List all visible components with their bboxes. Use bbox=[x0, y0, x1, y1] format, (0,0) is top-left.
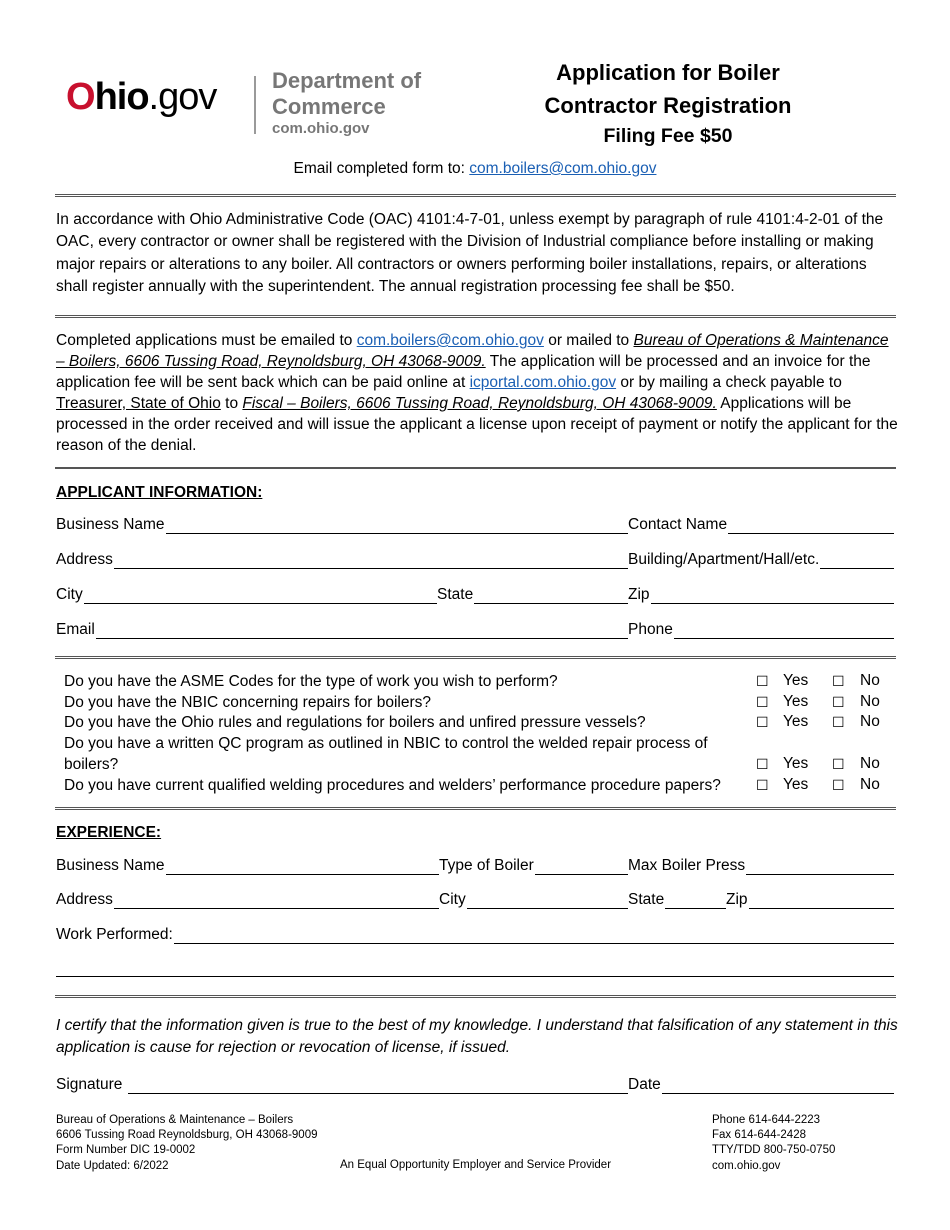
yes-label: Yes bbox=[783, 693, 809, 710]
submission-paragraph: Completed applications must be emailed to com.boilers@com.ohio.gov or mailed to Bureau of Operations & Maintenance – Boilers, 6606 Tussing Road, Reynoldsburg, OH 43068-9009. The application will be processed and an invoice for the application fee will be sent back which can be paid online at icportal.com.ohio.gov or by mailing a check payable to Treasurer, State of Ohio to Fiscal – Boilers, 6606 Tussing Road, Reynoldsburg, OH 43068-9009. Applications will be processed in the order received and will issue the applicant a license upon receipt of payment or notify the applicant for the reason of the denial. bbox=[56, 332, 898, 454]
q2-yes-checkbox[interactable]: ☐ bbox=[756, 694, 769, 710]
q2-no-checkbox[interactable]: ☐ bbox=[832, 694, 845, 710]
date-field[interactable]: Date bbox=[628, 1072, 894, 1094]
question-ohio-rules: Do you have the Ohio rules and regulations for boilers and unfired pressure vessels? bbox=[64, 714, 646, 731]
intro-paragraph: In accordance with Ohio Administrative Code (OAC) 4101:4-7-01, unless exempt by paragraph of rule 4101:4-2-01 of the OAC, every contractor or owner shall be registered with the Division of Industrial compliance before installing or making major repairs or alterations to any boiler. All contractors or owners performing boiler installations, repairs, or alterations shall register annually with the superintendent. The annual registration processing fee shall be $50. bbox=[56, 211, 884, 295]
yes-label: Yes bbox=[783, 776, 809, 793]
divider bbox=[55, 995, 896, 998]
work-performed-line-2[interactable] bbox=[56, 976, 894, 977]
divider bbox=[55, 807, 896, 810]
divider bbox=[55, 656, 896, 659]
no-label: No bbox=[860, 672, 880, 689]
experience-heading: EXPERIENCE: bbox=[56, 824, 162, 841]
phone-field[interactable]: Phone bbox=[628, 617, 894, 639]
email-field[interactable]: Email bbox=[56, 617, 628, 639]
logo-divider bbox=[254, 76, 256, 134]
exp-state-field[interactable]: State bbox=[628, 887, 726, 909]
divider bbox=[55, 194, 896, 197]
q5-no-checkbox[interactable]: ☐ bbox=[832, 777, 845, 793]
q1-no-checkbox[interactable]: ☐ bbox=[832, 673, 845, 689]
q3-no-checkbox[interactable]: ☐ bbox=[832, 714, 845, 730]
divider bbox=[55, 467, 896, 469]
footer-right: Phone 614-644-2223 Fax 614-644-2428 TTY/TDD 800-750-0750 com.ohio.gov bbox=[712, 1114, 836, 1172]
submission-email-link[interactable]: com.boilers@com.ohio.gov bbox=[356, 332, 544, 349]
no-label: No bbox=[860, 693, 880, 710]
certification-statement: I certify that the information given is true to the best of my knowledge. I understand that falsification of any statement in this application is cause for rejection or revocation of license, if issued. bbox=[56, 1017, 898, 1057]
yes-label: Yes bbox=[783, 672, 809, 689]
footer-left: Bureau of Operations & Maintenance – Boilers 6606 Tussing Road Reynoldsburg, OH 43068-9009 Form Number DIC 19-0002 Date Updated: 6/2022 bbox=[56, 1114, 318, 1172]
signature-field[interactable]: Signature bbox=[56, 1072, 628, 1094]
question-asme: Do you have the ASME Codes for the type of work you wish to perform? bbox=[64, 673, 558, 690]
applicant-heading: APPLICANT INFORMATION: bbox=[56, 484, 263, 501]
form-title: Application for Boiler Contractor Registration Filing Fee $50 bbox=[520, 56, 816, 150]
exp-address-field[interactable]: Address bbox=[56, 887, 439, 909]
exp-city-field[interactable]: City bbox=[439, 887, 628, 909]
no-label: No bbox=[860, 755, 880, 772]
filing-fee: Filing Fee $50 bbox=[603, 125, 733, 147]
department-of-commerce-logo: Department of Commerce com.ohio.gov bbox=[272, 68, 422, 137]
q5-yes-checkbox[interactable]: ☐ bbox=[756, 777, 769, 793]
boilers-email-link[interactable]: com.boilers@com.ohio.gov bbox=[469, 160, 657, 177]
email-instruction: Email completed form to: com.boilers@com.ohio.gov bbox=[293, 160, 657, 177]
address-field[interactable]: Address bbox=[56, 547, 628, 569]
q4-yes-checkbox[interactable]: ☐ bbox=[756, 756, 769, 772]
state-field[interactable]: State bbox=[437, 582, 628, 604]
q4-no-checkbox[interactable]: ☐ bbox=[832, 756, 845, 772]
work-performed-field[interactable]: Work Performed: bbox=[56, 922, 894, 944]
exp-zip-field[interactable]: Zip bbox=[726, 887, 894, 909]
question-nbic: Do you have the NBIC concerning repairs for boilers? bbox=[64, 694, 432, 711]
building-field[interactable]: Building/Apartment/Hall/etc. bbox=[628, 547, 894, 569]
no-label: No bbox=[860, 713, 880, 730]
footer-eoe: An Equal Opportunity Employer and Service Provider bbox=[340, 1159, 612, 1171]
contact-name-field[interactable]: Contact Name bbox=[628, 512, 894, 534]
no-label: No bbox=[860, 776, 880, 793]
business-name-field[interactable]: Business Name bbox=[56, 512, 628, 534]
q1-yes-checkbox[interactable]: ☐ bbox=[756, 673, 769, 689]
ohio-gov-logo: Ohio.gov bbox=[66, 76, 217, 118]
question-qc-program: Do you have a written QC program as outlined in NBIC to control the welded repair process of boilers? bbox=[64, 735, 708, 773]
city-field[interactable]: City bbox=[56, 582, 437, 604]
icportal-link[interactable]: icportal.com.ohio.gov bbox=[469, 374, 617, 391]
yes-label: Yes bbox=[783, 755, 809, 772]
question-welding: Do you have current qualified welding procedures and welders’ performance procedure papers? bbox=[64, 777, 721, 794]
yes-label: Yes bbox=[783, 713, 809, 730]
max-boiler-press-field[interactable]: Max Boiler Press bbox=[628, 853, 894, 875]
exp-business-name-field[interactable]: Business Name bbox=[56, 853, 439, 875]
divider bbox=[55, 315, 896, 318]
q3-yes-checkbox[interactable]: ☐ bbox=[756, 714, 769, 730]
zip-field[interactable]: Zip bbox=[628, 582, 894, 604]
boiler-type-field[interactable]: Type of Boiler bbox=[439, 853, 628, 875]
